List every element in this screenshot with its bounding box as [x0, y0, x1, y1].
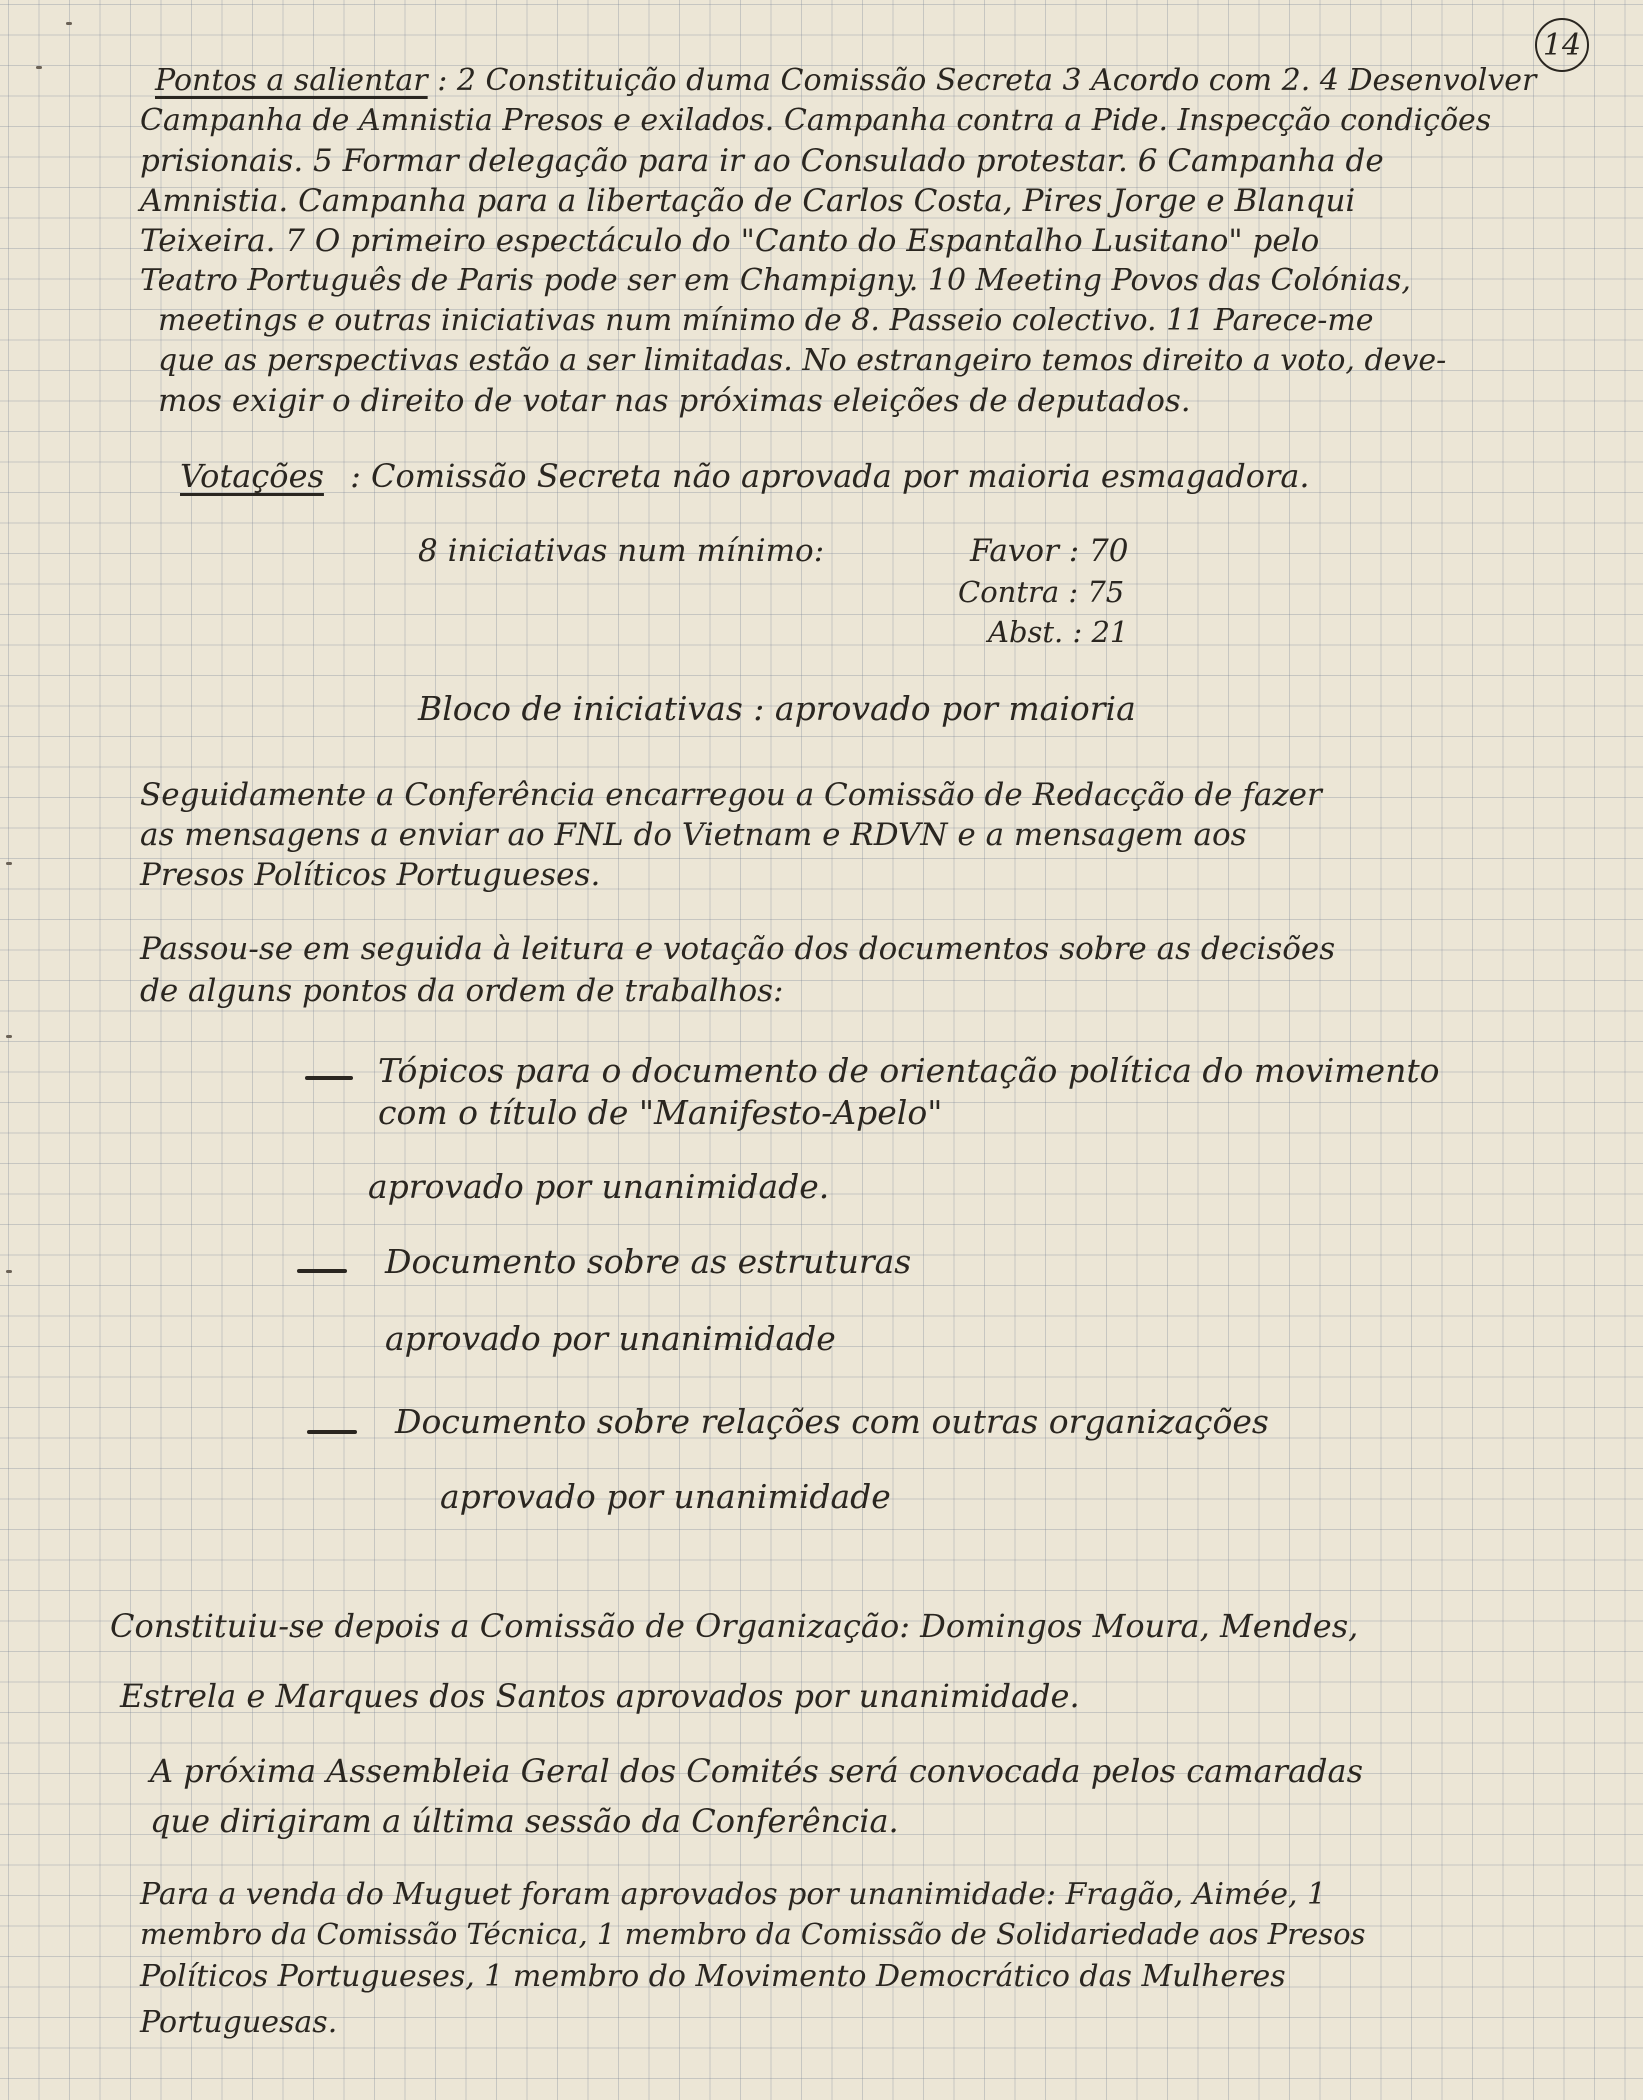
vote-favor: Favor : 70 — [970, 533, 1129, 569]
vote-abst: Abst. : 21 — [988, 615, 1129, 649]
item-dash — [305, 1076, 353, 1080]
margin-mark — [6, 1270, 12, 1273]
paragraph-line: Passou-se em seguida à leitura e votação dos documentos sobre as decisões — [140, 931, 1336, 967]
item-dash — [297, 1269, 347, 1273]
item-result: aprovado por unanimidade. — [368, 1167, 830, 1206]
points-text: : 2 Constituição duma Comissão Secreta 3 Acordo com 2. 4 Desenvolver — [437, 63, 1537, 98]
votacoes-iniciativas: 8 iniciativas num mínimo: — [418, 533, 825, 569]
vote-contra: Contra : 75 — [958, 575, 1125, 609]
paragraph-line: Estrela e Marques dos Santos aprovados por unanimidade. — [120, 1677, 1080, 1715]
points-line: que as perspectivas estão a ser limitadas. No estrangeiro temos direito a voto, deve- — [158, 343, 1447, 378]
page-number: 14 — [1535, 18, 1589, 72]
margin-mark — [66, 22, 72, 25]
paragraph-line: as mensagens a enviar ao FNL do Vietnam e RDVN e a mensagem aos — [140, 817, 1247, 853]
item-title-cont: com o título de "Manifesto-Apelo" — [378, 1093, 943, 1132]
points-line: Campanha de Amnistia Presos e exilados. Campanha contra a Pide. Inspecção condições — [140, 103, 1492, 138]
item-title: Documento sobre relações com outras organizações — [395, 1402, 1269, 1441]
points-line — [155, 63, 1537, 98]
votacoes-bloco: Bloco de iniciativas : aprovado por maioria — [418, 689, 1136, 728]
votacoes-line — [180, 457, 1310, 495]
paragraph-line: Políticos Portugueses, 1 membro do Movimento Democrático das Mulheres — [140, 1959, 1286, 1994]
item-title: Documento sobre as estruturas — [385, 1242, 912, 1281]
points-label: Pontos a salientar — [155, 63, 428, 98]
item-title: Tópicos para o documento de orientação política do movimento — [378, 1051, 1440, 1090]
points-line: meetings e outras iniciativas num mínimo de 8. Passeio colectivo. 11 Parece-me — [158, 303, 1374, 338]
points-line: Teatro Português de Paris pode ser em Champigny. 10 Meeting Povos das Colónias, — [140, 263, 1411, 298]
paragraph-line: Seguidamente a Conferência encarregou a Comissão de Redacção de fazer — [140, 777, 1322, 813]
points-line: Amnistia. Campanha para a libertação de Carlos Costa, Pires Jorge e Blanqui — [140, 183, 1356, 219]
margin-mark — [6, 1035, 12, 1038]
margin-mark — [36, 66, 42, 69]
paragraph-line: Para a venda do Muguet foram aprovados por unanimidade: Fragão, Aimée, 1 — [140, 1877, 1327, 1912]
paragraph-line: Portuguesas. — [140, 2005, 338, 2040]
item-result: aprovado por unanimidade — [440, 1477, 891, 1516]
votacoes-label: Votações — [180, 457, 324, 495]
item-dash — [307, 1430, 357, 1434]
paragraph-line: A próxima Assembleia Geral dos Comités será convocada pelos camaradas — [150, 1752, 1363, 1790]
paragraph-line: Constituiu-se depois a Comissão de Organização: Domingos Moura, Mendes, — [110, 1607, 1359, 1645]
votacoes-comissao: : Comissão Secreta não aprovada por maioria esmagadora. — [350, 457, 1310, 495]
points-line: prisionais. 5 Formar delegação para ir ao Consulado protestar. 6 Campanha de — [140, 143, 1384, 179]
item-result: aprovado por unanimidade — [385, 1319, 836, 1358]
paragraph-line: Presos Políticos Portugueses. — [140, 857, 601, 893]
paragraph-line: de alguns pontos da ordem de trabalhos: — [140, 973, 784, 1009]
points-line: mos exigir o direito de votar nas próximas eleições de deputados. — [158, 383, 1191, 419]
points-line: Teixeira. 7 O primeiro espectáculo do "Canto do Espantalho Lusitano" pelo — [140, 223, 1320, 259]
paragraph-line: que dirigiram a última sessão da Conferência. — [150, 1802, 899, 1840]
margin-mark — [6, 862, 12, 865]
paragraph-line: membro da Comissão Técnica, 1 membro da Comissão de Solidariedade aos Presos — [140, 1917, 1366, 1951]
